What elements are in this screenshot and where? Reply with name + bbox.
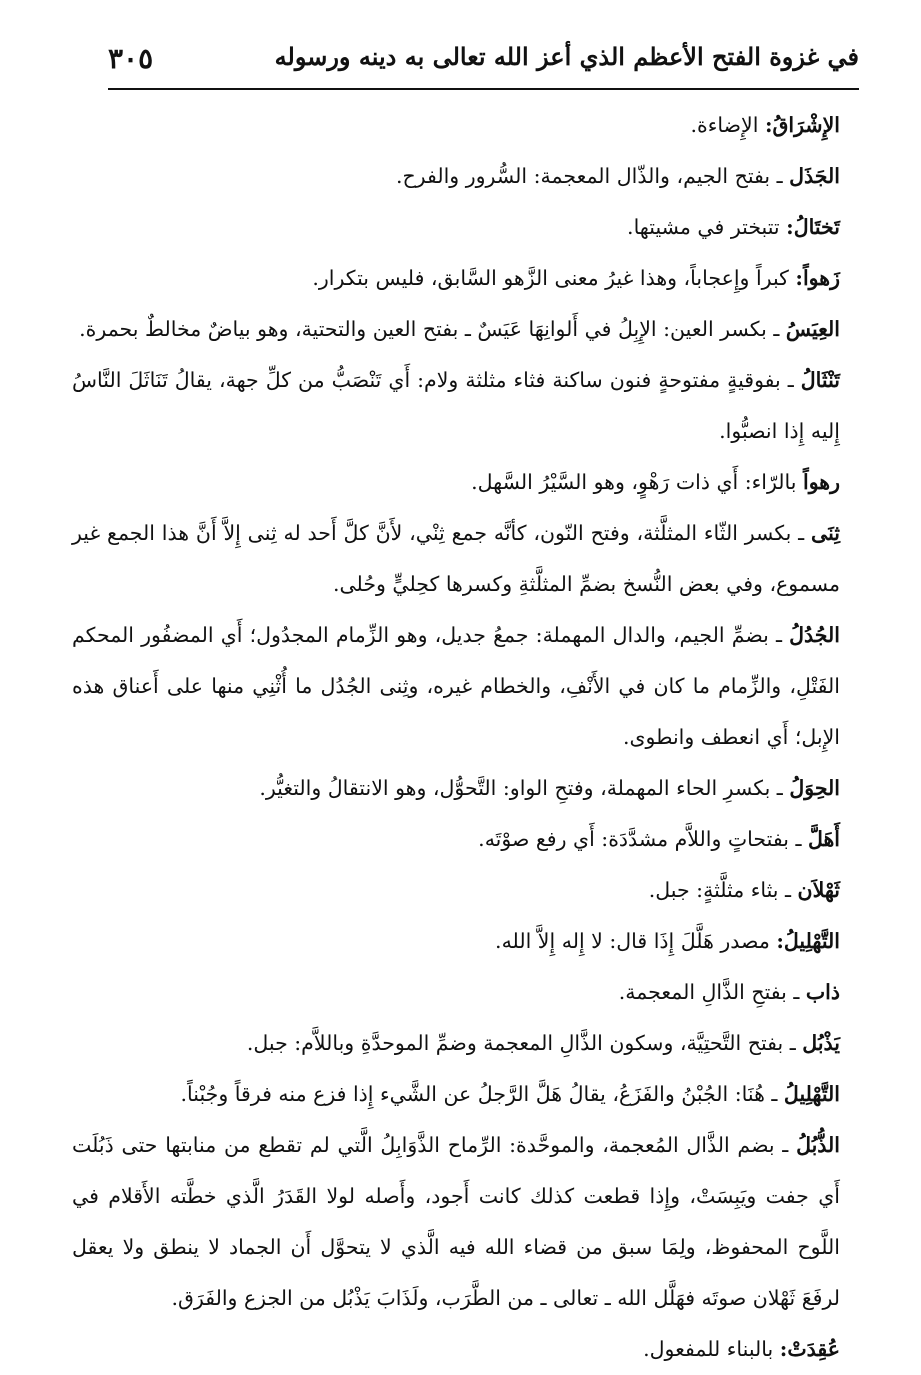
glossary-entry [72, 100, 852, 151]
entry-term: التَّهْلِيلُ: [776, 929, 840, 953]
entry-term: رهواً [803, 470, 840, 494]
entry-term: تَختَالُ: [786, 215, 840, 239]
glossary-entry [72, 304, 852, 355]
entry-definition: ـ بفتحِ الذَّالِ المعجمة. [618, 980, 806, 1004]
entry-definition: ـ بكسر العين: الإِبِلُ في أَلوانِهَا عَيَسٌ ـ بفتح العين والتحتية، وهو بياضٌ مخالطٌ بحمرة. [79, 317, 786, 341]
glossary-entry [72, 1324, 852, 1375]
entry-term: التَّهْلِيلُ [783, 1082, 840, 1106]
page-number: ٣٠٥ [108, 42, 154, 75]
entry-definition: مصدر هَلَّلَ إِذَا قال: لا إِله إِلاَّ الله. [495, 929, 777, 953]
entry-term: الذُّبُلُ [796, 1133, 840, 1157]
entry-definition: ـ بضم الذَّال المُعجمة، والموحَّدة: الرِّماح الذَّوَابِلُ الَّتي لم تقطع من منابتها حتى ذَبُلَت أَي جفت ويَبِسَتْ، وإِذا قطعت كذلك كانت أَجود، وأَصله لولا القَدَرُ الَّذي خطَّته الأَقلام في اللَّوح المحفوظ، ولِمَا سبق من قضاء الله فيه الَّذي لا يتحوَّل أَن الجماد لا ينطق ولا يعقل لرفَعَ ثَهْلان صوتَه فهَلَّل الله ـ تعالى ـ من الطَّرَب، ولَذَابَ يَذْبُل من الجزع والفَرَق. [72, 1133, 840, 1310]
glossary-entry [72, 967, 852, 1018]
entry-definition: كبراً وإِعجاباً، وهذا غيرُ معنى الزَّهو السَّابق، فليس بتكرار. [312, 266, 796, 290]
glossary-entry [72, 1069, 852, 1120]
entry-definition: بالرّاء: أَي ذات رَهْوٍ، وهو السَّيْرُ السَّهل. [471, 470, 803, 494]
entry-term: العِيَسُ [785, 317, 840, 341]
glossary-entry [72, 916, 852, 967]
entry-definition: ـ بكسر الثّاء المثلَّثة، وفتح النّون، كأنَّه جمع ثِنْي، لأَنَّ كلَّ أَحد له ثِنى إِلاَّ أَنَّ هذا الجمع غير مسموع، وفي بعض النُّسخ بضمِّ المثلَّثةِ وكسرها كحِليٍّ وحُلى. [72, 521, 840, 596]
entry-term: زَهواً: [795, 266, 840, 290]
glossary-entry [72, 151, 852, 202]
entry-term: الجُدُلُ [789, 623, 840, 647]
glossary-entry [72, 253, 852, 304]
glossary-entry [72, 763, 852, 814]
entry-term: ثَهْلاَن [797, 878, 840, 902]
glossary-entry [72, 202, 852, 253]
entry-definition: ـ بفوقيةٍ مفتوحةٍ فنون ساكنة فثاء مثلثة ولام: أَي تَنْصَبُّ من كلِّ جهة، يقالُ تَنَاثَلَ النَّاسُ إِليه إِذا انصبُّوا. [72, 368, 840, 443]
entry-definition: تتبختر في مشيتها. [627, 215, 787, 239]
glossary-entry [72, 1018, 852, 1069]
entry-definition: ـ بضمِّ الجيم، والدال المهملة: جمعُ جديل، وهو الزِّمام المجدُول؛ أَي المضفُور المحكم الفَتْلِ، والزِّمام ما كان في الأَنْفِ، والخطام غيره، وثِنى الجُدُل ما أُثْنِي منها على أَعناق هذه الإِبل؛ أَي انعطف وانطوى. [72, 623, 840, 749]
entry-definition: ـ بفتحاتٍ واللاَّم مشدَّدَة: أَي رفع صوْتَه. [478, 827, 808, 851]
entry-term: ذاب [805, 980, 840, 1004]
glossary-entry [72, 814, 852, 865]
entry-term: ثِنَى [811, 521, 840, 545]
entry-term: يَذْبُل [802, 1031, 840, 1055]
entry-term: تَنْثَالُ [800, 368, 840, 392]
glossary-entry [72, 610, 852, 763]
entry-definition: الإِضاءة. [690, 113, 765, 137]
glossary-entry [72, 508, 852, 610]
entry-term: الإِشْرَاقُ: [764, 113, 840, 137]
glossary-body [72, 100, 852, 1375]
entry-definition: ـ هُنَا: الجُبْنُ والفَزَعُ، يقالُ هَلَّ الرَّجلُ عن الشَّيء إِذا فزع منه فرقاً وجُبْناً. [180, 1082, 784, 1106]
glossary-entry [72, 865, 852, 916]
entry-definition: بالبناء للمفعول. [643, 1337, 780, 1361]
entry-definition: ـ بكسرِ الحاء المهملة، وفتحِ الواو: التَّحوُّل، وهو الانتقالُ والتغيُّر. [259, 776, 790, 800]
entry-term: الحِوَلُ [789, 776, 840, 800]
glossary-entry [72, 355, 852, 457]
entry-term: عُقِدَتْ: [779, 1337, 840, 1361]
glossary-entry [72, 1120, 852, 1324]
entry-definition: ـ بفتح التَّحتِيَّة، وسكون الذَّالِ المعجمة وضمِّ الموحدَّةِ وباللاَّم: جبل. [246, 1031, 803, 1055]
page-header [108, 38, 859, 90]
entry-definition: ـ بثاء مثلَّثةٍ: جبل. [648, 878, 798, 902]
entry-definition: ـ بفتح الجيم، والذّال المعجمة: السُّرور والفرح. [395, 164, 790, 188]
entry-term: أَهَلَّ [807, 827, 840, 851]
running-title: في غزوة الفتح الأعظم الذي أعز الله تعالى به دينه ورسوله [274, 42, 859, 71]
glossary-entry [72, 457, 852, 508]
entry-term: الجَذَل [789, 164, 840, 188]
